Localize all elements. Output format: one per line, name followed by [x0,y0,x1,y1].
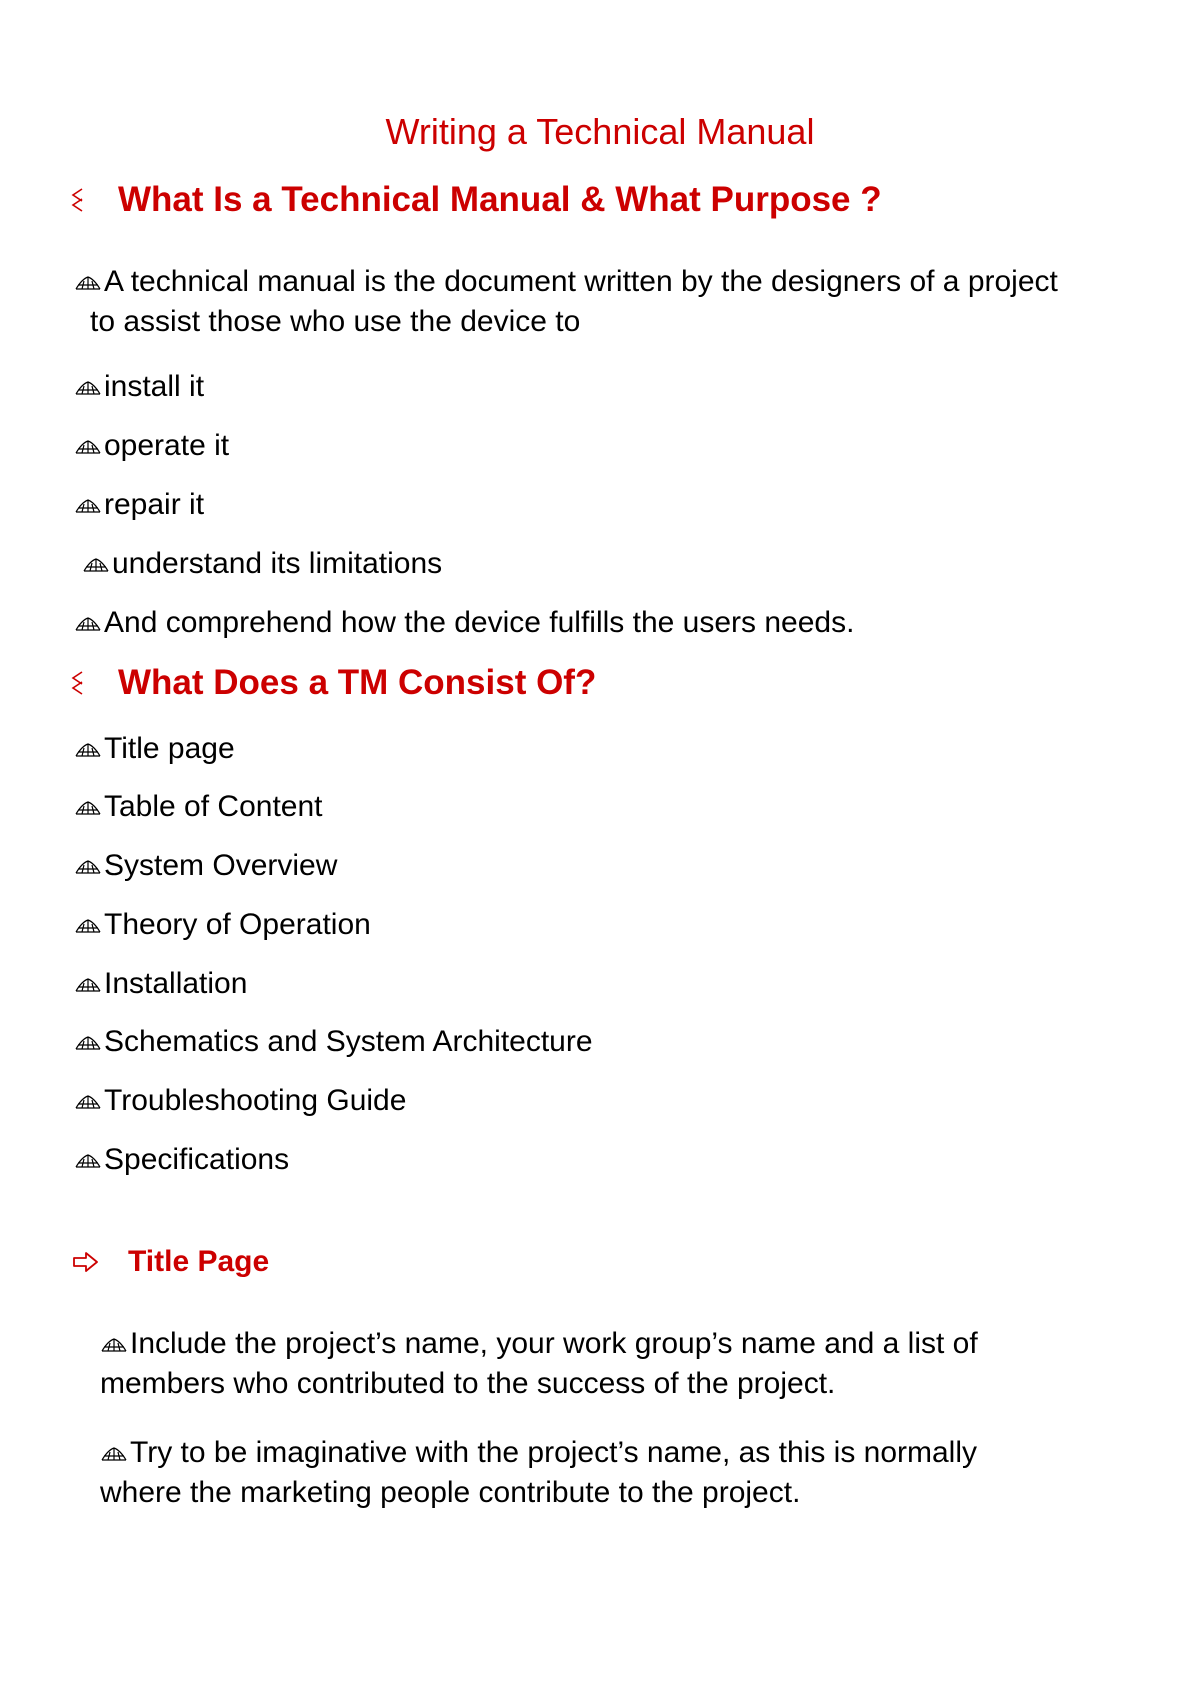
list-item [74,1022,593,1062]
book-bullet-icon [74,376,102,398]
title-page-paragraph [100,1433,1180,1513]
list-item-text: Title page [104,732,235,765]
list-item-text: System Overview [104,849,338,882]
list-item-text: Theory of Operation [104,908,371,941]
intro-line-2: to assist those who use the device to [90,305,581,338]
book-bullet-icon [74,973,102,995]
book-bullet-icon [74,1090,102,1112]
heading-marker-icon [70,661,84,705]
list-item [74,787,322,827]
book-bullet-icon [74,1031,102,1053]
paragraph-line: members who contributed to the success of the project. [100,1367,836,1400]
list-item-text: understand its limitations [112,547,443,580]
book-bullet-icon [74,612,102,634]
book-bullet-icon [74,435,102,457]
list-item [74,426,229,466]
section-heading-purpose: What Is a Technical Manual & What Purpose ? [118,180,882,219]
list-item-text: Schematics and System Architecture [104,1025,593,1058]
paragraph-line: Try to be imaginative with the project’s name, as this is normally [130,1436,978,1469]
paragraph-line: where the marketing people contribute to the project. [100,1476,801,1509]
list-item [74,1140,289,1180]
list-item [74,729,235,769]
book-bullet-icon [74,914,102,936]
list-item-text: Specifications [104,1143,290,1176]
list-item-text: repair it [104,488,205,521]
book-bullet-icon [74,271,102,293]
book-bullet-icon [100,1333,128,1355]
list-item [74,905,371,945]
intro-line-1: A technical manual is the document written by the designers of a project [104,265,1058,298]
list-item [82,544,442,584]
title-page-paragraph [100,1324,1180,1404]
list-item [74,846,337,886]
section-heading-title-page: Title Page [128,1245,270,1278]
list-item [74,964,247,1004]
book-bullet-icon [74,796,102,818]
heading-marker-icon [70,178,84,222]
book-bullet-icon [74,494,102,516]
list-item [74,603,854,643]
book-bullet-icon [82,553,110,575]
book-bullet-icon [74,1149,102,1171]
section-heading-contents: What Does a TM Consist Of? [118,663,597,702]
list-item-text: operate it [104,429,230,462]
list-item-text: Table of Content [104,790,323,823]
list-item [74,367,204,407]
document-title: Writing a Technical Manual [385,111,815,152]
book-bullet-icon [74,855,102,877]
paragraph-line: Include the project’s name, your work group’s name and a list of [130,1327,978,1360]
list-item-text: Troubleshooting Guide [104,1084,407,1117]
intro-paragraph [74,262,1174,342]
list-item [74,1081,406,1121]
list-item-text: And comprehend how the device fulfills the users needs. [104,606,855,639]
book-bullet-icon [74,738,102,760]
list-item-text: Installation [104,967,248,1000]
list-item-text: install it [104,370,205,403]
book-bullet-icon [100,1442,128,1464]
list-item [74,485,204,525]
right-arrow-icon [72,1242,100,1282]
